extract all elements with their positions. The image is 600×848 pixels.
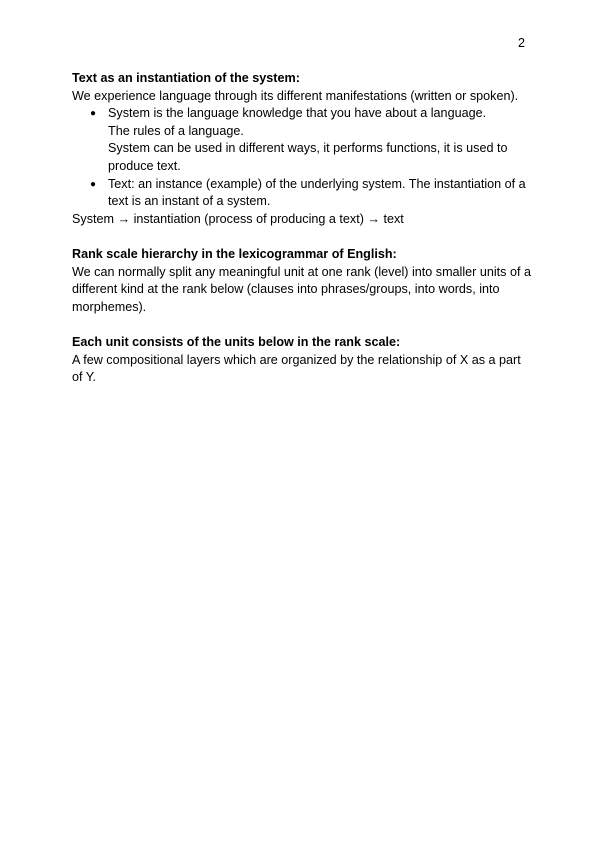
list-item-line: The rules of a language.: [108, 123, 244, 138]
section-body: We can normally split any meaningful unit at one rank (level) into smaller units of a different kind at the rank below (clauses into phrases/groups, into words, into morphemes).: [72, 264, 531, 314]
section-intro: We experience language through its different manifestations (written or spoken).: [72, 88, 519, 103]
bullet-icon: ●: [90, 178, 97, 190]
section-units: [72, 334, 532, 387]
page-number: 2: [518, 36, 525, 50]
list-item: [72, 105, 532, 175]
bullet-list: [72, 105, 532, 211]
bullet-icon: ●: [90, 108, 97, 120]
list-item-line: System is the language knowledge that you have about a language.: [108, 106, 487, 121]
list-item: [72, 176, 532, 211]
section-heading: Text as an instantiation of the system:: [72, 71, 300, 85]
section-heading: Each unit consists of the units below in the rank scale:: [72, 334, 401, 349]
list-item-line: System can be used in different ways, it performs functions, it is used to produce text.: [108, 141, 508, 173]
list-item-line: Text: an instance (example) of the underlying system. The instantiation of a text is an instant of a system.: [108, 176, 526, 209]
page-content: [72, 70, 532, 404]
section-instantiation: [72, 70, 532, 228]
section-heading: Rank scale hierarchy in the lexicogrammar of English:: [72, 246, 397, 261]
section-body: A few compositional layers which are organized by the relationship of X as a part of Y.: [72, 352, 521, 385]
section-rank-scale: [72, 246, 532, 316]
section-outro: System → instantiation (process of producing a text) → text: [72, 211, 404, 226]
